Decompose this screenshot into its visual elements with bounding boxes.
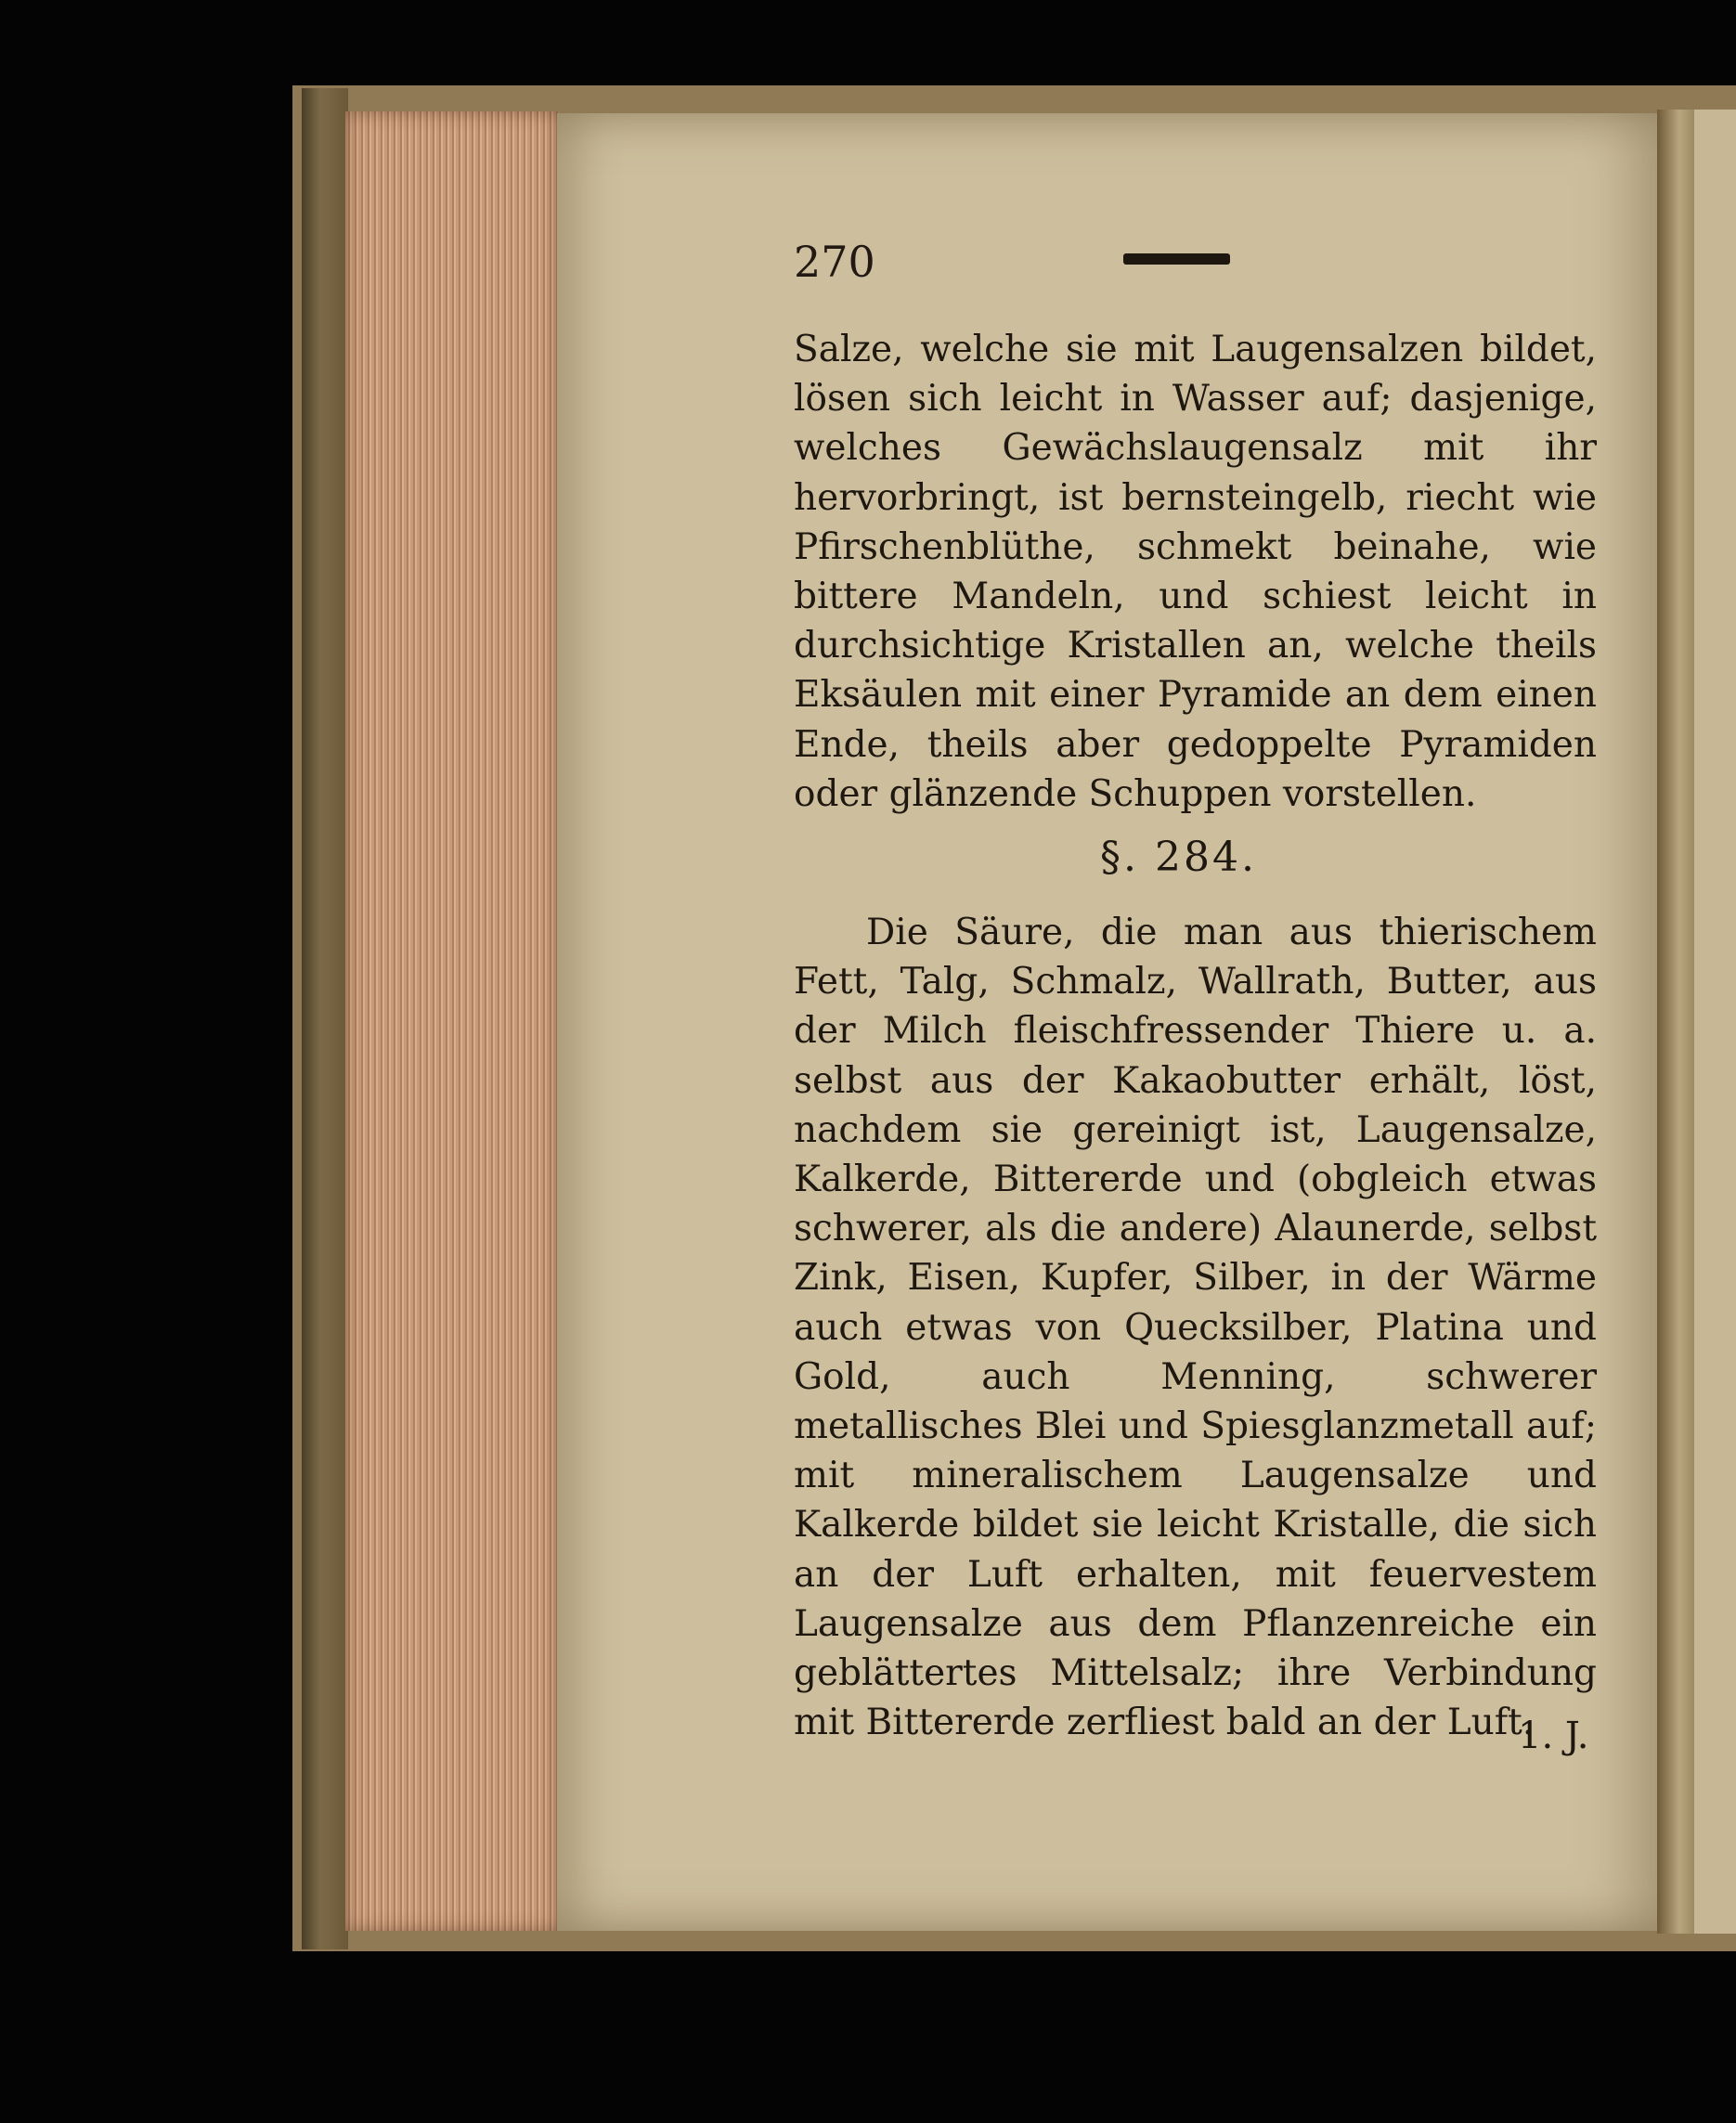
page-gutter <box>1657 110 1694 1934</box>
header-rule <box>1123 253 1230 265</box>
page-header <box>794 237 1592 292</box>
page-edges <box>345 111 559 1931</box>
section-heading: §. 284. <box>1100 834 1257 881</box>
facing-page-edge <box>1694 110 1736 1934</box>
paragraph-section-284: Die Säure, die man aus thierischem Fett, Talg, Schmalz, Wallrath, Butter, aus der Milch fleischfressender Thiere u. a. selbst aus der Kakaobutter erhält, löst, nachdem sie gereinigt ist, Laugensalze, Kalkerde, Bittererde und (obgleich etwas schwerer, als die andere) Alaunerde, selbst Zink, Eisen, Kupfer, Silber, in der Wärme auch etwas von Quecksilber, Platina und Gold, auch Menning, schwerer metallisches Blei und Spiesglanzmetall auf; mit mineralischem Laugensalze und Kalkerde bildet sie leicht Kristalle, die sich an der Luft erhalten, mit feuervestem Laugensalze aus dem Pflanzenreiche ein geblättertes Mittelsalz; ihre Verbindung mit Bittererde zerfliest bald an der Luft. <box>794 912 1597 1744</box>
catchword: 1. J. <box>1518 1715 1589 1757</box>
book-spine-edge <box>302 88 348 1949</box>
paragraph-continued: Salze, welche sie mit Laugensalzen bildet, lösen sich leicht in Wasser auf; dasjenige, welches Gewächslaugensalz mit ihr hervorbringt, ist bernsteingelb, riecht wie Pfirschenblüthe, schmekt beinahe, wie bittere Mandeln, und schiest leicht in durchsichtige Kristallen an, welche theils Eksäulen mit einer Pyramide an dem einen Ende, theils aber gedoppelte Pyramiden oder glänzende Schuppen vorstellen. <box>794 329 1597 815</box>
page-number: 270 <box>794 237 875 287</box>
